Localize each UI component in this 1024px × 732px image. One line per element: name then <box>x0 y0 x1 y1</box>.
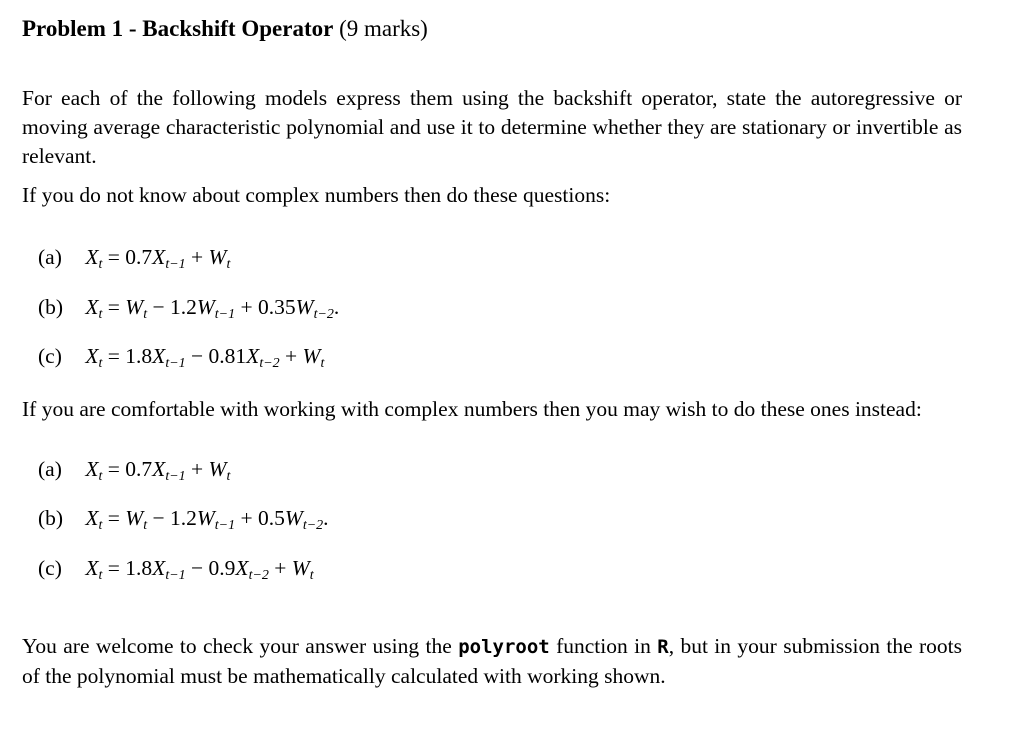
equation: $X_t = W_t - 1.2W_{t-1} + 0.5W_{t-2}$. <box>85 506 329 533</box>
problem-title-text: Problem 1 - Backshift Operator <box>22 16 334 41</box>
polyroot-code: polyroot <box>458 636 550 658</box>
problem-marks: (9 marks) <box>339 16 428 41</box>
item-label: (b) <box>38 506 64 530</box>
equation: $X_t = 1.8X_{t-1} - 0.81X_{t-2} + W_t$ <box>85 344 325 371</box>
footer-paragraph: You are welcome to check your answer using the polyroot function in R, but in your submission the roots of the polynomial must be mathematically calculated with working shown. <box>22 634 963 688</box>
problem-title <box>22 14 962 44</box>
item-label: (b) <box>38 294 64 319</box>
equation: $X_t = W_t - 1.2W_{t-1} + 0.35W_{t-2}$. <box>85 294 340 322</box>
list-item <box>22 553 962 603</box>
item-label: (a) <box>38 456 62 481</box>
r-language: R <box>657 636 669 658</box>
equation: $X_t = 0.7X_{t-1} + W_t$ <box>85 245 231 272</box>
item-label: (c) <box>38 555 62 580</box>
list-item <box>22 503 962 553</box>
list-item <box>22 242 962 292</box>
list-item <box>22 341 962 391</box>
equation: $X_t = 0.7X_{t-1} + W_t$ <box>85 456 231 484</box>
simple-questions-intro: If you do not know about complex numbers then do these questions: <box>22 183 611 207</box>
intro-paragraph: For each of the following models express them using the backshift operator, state the autoregressive or moving average characteristic polynomial and use it to determine whether they are stationary or invertible as relevant. <box>22 86 962 168</box>
item-label: (a) <box>38 245 62 269</box>
item-label: (c) <box>38 344 62 368</box>
question-list-complex <box>22 454 962 603</box>
complex-questions-intro: If you are comfortable with working with complex numbers then you may wish to do these ones instead: <box>22 396 922 421</box>
equation: $X_t = 1.8X_{t-1} - 0.9X_{t-2} + W_t$ <box>85 555 314 583</box>
list-item <box>22 454 962 504</box>
list-item <box>22 292 962 342</box>
question-list-real <box>22 242 962 391</box>
problem-page <box>22 14 962 691</box>
